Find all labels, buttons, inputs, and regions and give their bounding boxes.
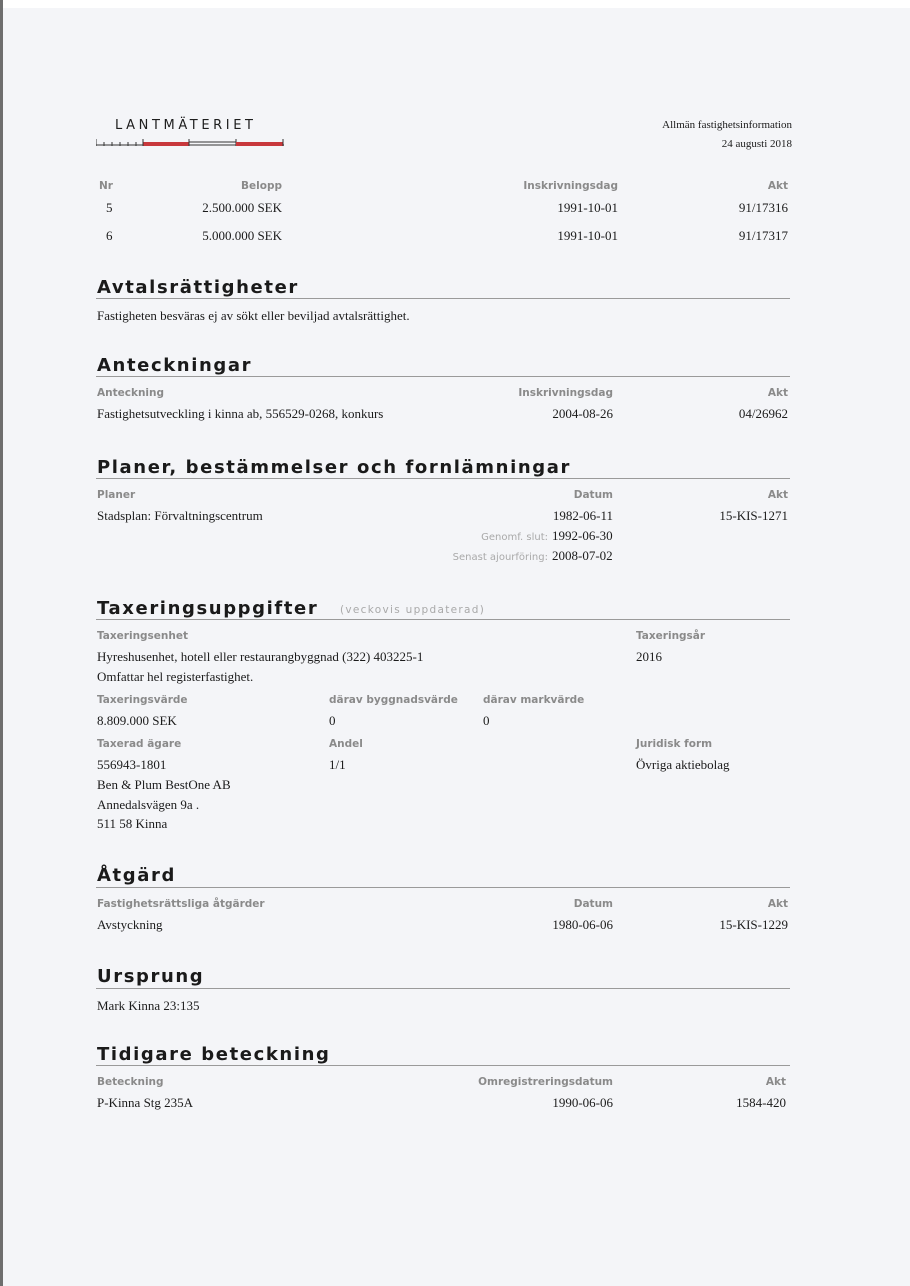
genomf-value: 1992-06-30	[552, 528, 613, 543]
lantmateriet-logo: LANTMÄTERIET	[115, 118, 257, 133]
col-header-anteckning: Anteckning	[97, 387, 165, 399]
juridisk-form-label: Juridisk form	[636, 738, 713, 750]
col-header-planer: Planer	[97, 489, 136, 501]
scan-top-edge	[0, 0, 910, 8]
ajourforing-label: Senast ajourföring:	[452, 552, 548, 563]
col-header-datum: Datum	[573, 898, 613, 910]
row-belopp: 2.500.000 SEK	[202, 200, 282, 215]
row-beteckning: P-Kinna Stg 235A	[97, 1095, 194, 1110]
row-nr: 5	[106, 200, 113, 215]
row-akt: 15-KIS-1271	[719, 508, 788, 523]
col-header-akt: Akt	[767, 489, 788, 501]
col-header-akt: Akt	[765, 1076, 786, 1088]
andel-label: Andel	[329, 738, 363, 750]
markvarde-label: därav markvärde	[483, 694, 585, 706]
section-title-avtalsrattigheter: Avtalsrättigheter	[97, 277, 299, 298]
row-omregistreringsdatum: 1990-06-06	[552, 1095, 613, 1110]
taxeringsenhet-label: Taxeringsenhet	[97, 630, 189, 642]
col-header-akt: Akt	[767, 180, 788, 192]
markvarde-value: 0	[483, 713, 490, 728]
section-divider	[96, 619, 790, 620]
section-title-atgard: Åtgärd	[97, 865, 176, 886]
ursprung-text: Mark Kinna 23:135	[97, 998, 200, 1013]
col-header-inskrivningsdag: Inskrivningsdag	[518, 387, 613, 399]
ajourforing-value: 2008-07-02	[552, 548, 613, 563]
row-akt: 04/26962	[738, 406, 788, 421]
document-date: 24 augusti 2018	[721, 138, 792, 150]
section-title-planer: Planer, bestämmelser och fornlämningar	[97, 457, 571, 478]
row-nr: 6	[106, 228, 113, 243]
juridisk-form-value: Övriga aktiebolag	[636, 757, 730, 772]
section-divider	[96, 298, 790, 299]
section-title-tidigare-beteckning: Tidigare beteckning	[97, 1044, 331, 1065]
section-title-ursprung: Ursprung	[97, 966, 205, 987]
row-plan: Stadsplan: Förvaltningscentrum	[97, 508, 263, 523]
col-header-omregistreringsdatum: Omregistreringsdatum	[478, 1076, 613, 1088]
row-atgard: Avstyckning	[97, 917, 163, 932]
col-header-akt: Akt	[767, 387, 788, 399]
taxering-subtitle: (veckovis uppdaterad)	[340, 604, 486, 616]
row-akt: 15-KIS-1229	[719, 917, 788, 932]
byggnadsvarde-value: 0	[329, 713, 336, 728]
taxeringsenhet-value: Hyreshusenhet, hotell eller restaurangbyggnad (322) 403225-1	[97, 649, 424, 664]
taxeringsvarde-value: 8.809.000 SEK	[97, 713, 177, 728]
scan-left-edge	[0, 0, 3, 1286]
section-divider	[96, 1065, 790, 1066]
taxeringsar-label: Taxeringsår	[636, 630, 706, 642]
taxeringsvarde-label: Taxeringsvärde	[97, 694, 188, 706]
section-title-anteckningar: Anteckningar	[97, 355, 253, 376]
col-header-inskrivningsdag: Inskrivningsdag	[523, 180, 618, 192]
agare-line: Ben & Plum BestOne AB	[97, 777, 231, 792]
taxeringsenhet-note: Omfattar hel registerfastighet.	[97, 669, 254, 684]
row-inskrivningsdag: 1991-10-01	[557, 200, 618, 215]
section-divider	[96, 376, 790, 377]
row-akt: 91/17316	[738, 200, 788, 215]
col-header-beteckning: Beteckning	[97, 1076, 164, 1088]
col-header-datum: Datum	[573, 489, 613, 501]
byggnadsvarde-label: därav byggnadsvärde	[329, 694, 458, 706]
row-belopp: 5.000.000 SEK	[202, 228, 282, 243]
taxerad-agare-label: Taxerad ägare	[97, 738, 182, 750]
agare-line: Annedalsvägen 9a .	[97, 797, 200, 812]
agare-line: 556943-1801	[97, 757, 167, 772]
row-inskrivningsdag: 2004-08-26	[552, 406, 613, 421]
col-header-akt: Akt	[767, 898, 788, 910]
logo-ruler-icon	[96, 137, 286, 147]
col-header-nr: Nr	[99, 180, 113, 192]
col-header-belopp: Belopp	[241, 180, 282, 192]
section-divider	[96, 988, 790, 989]
genomf-label: Genomf. slut:	[481, 532, 548, 543]
agare-line: 511 58 Kinna	[97, 816, 168, 831]
section-title-taxering: Taxeringsuppgifter	[97, 598, 319, 619]
document-title: Allmän fastighetsinformation	[662, 119, 792, 131]
row-inskrivningsdag: 1991-10-01	[557, 228, 618, 243]
row-datum: 1982-06-11	[552, 508, 613, 523]
row-anteckning: Fastighetsutveckling i kinna ab, 556529-0268, konkurs	[97, 406, 384, 421]
row-akt: 1584-420	[736, 1095, 786, 1110]
col-header-atgard: Fastighetsrättsliga åtgärder	[97, 898, 265, 910]
avtalsrattigheter-text: Fastigheten besväras ej av sökt eller beviljad avtalsrättighet.	[97, 308, 410, 323]
taxeringsar-value: 2016	[636, 649, 662, 664]
section-divider	[96, 478, 790, 479]
andel-value: 1/1	[329, 757, 346, 772]
row-akt: 91/17317	[738, 228, 788, 243]
section-divider	[96, 887, 790, 888]
row-datum: 1980-06-06	[552, 917, 613, 932]
